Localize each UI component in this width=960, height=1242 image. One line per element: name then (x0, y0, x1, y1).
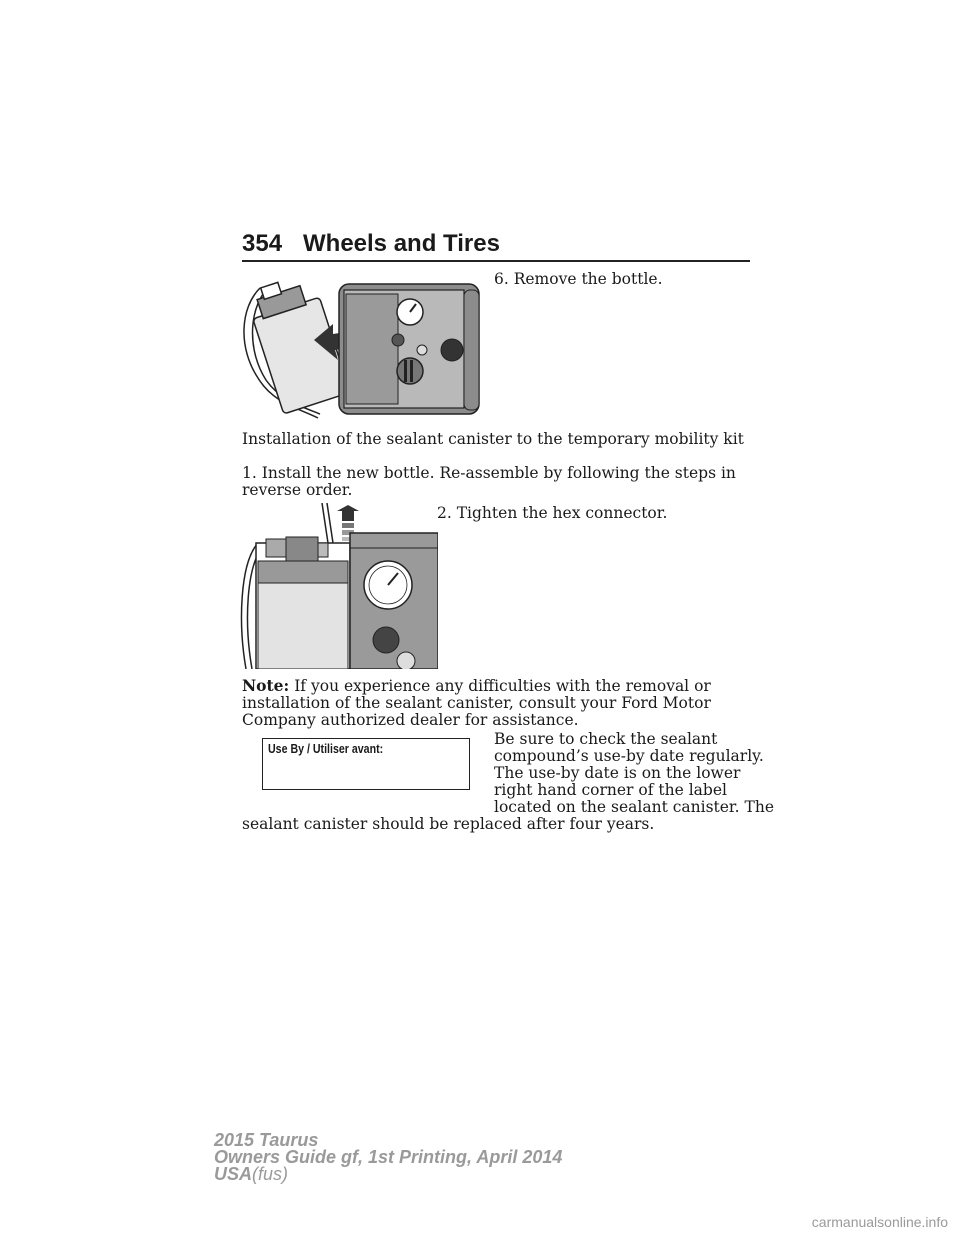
note-paragraph (242, 677, 752, 729)
step-6: 6. Remove the bottle. (494, 270, 663, 288)
installation-heading: Installation of the sealant canister to the temporary mobility kit (242, 430, 744, 448)
step-1: 1. Install the new bottle. Re-assemble by following the steps in reverse order. (242, 464, 736, 499)
footer-guide: Owners Guide gf, 1st Printing, April 2014 (214, 1147, 563, 1167)
use-by-line-1: Be sure to check the sealant (494, 730, 718, 748)
page-number: 354 (242, 230, 283, 257)
use-by-line-3: The use-by date is on the lower (494, 764, 741, 782)
use-by-line-6: sealant canister should be replaced after four years. (242, 815, 655, 833)
step-2: 2. Tighten the hex connector. (437, 504, 668, 522)
footer-market: USA (214, 1164, 253, 1184)
note-text: If you experience any difficulties with the removal or installation of the sealant canister, consult your Ford Motor Company authorized dealer for assistance. (242, 677, 711, 729)
watermark: carmanualsonline.info (811, 1214, 948, 1230)
footer-market-code: (fus) (252, 1164, 289, 1184)
use-by-label-box (262, 738, 470, 790)
use-by-line-4: right hand corner of the label (494, 781, 727, 799)
use-by-line-5: located on the sealant canister. The (494, 798, 774, 816)
hex-connector-illustration (238, 503, 438, 669)
section-title: Wheels and Tires (303, 230, 500, 257)
document-footer (214, 1132, 562, 1183)
use-by-line-2: compound’s use-by date regularly. (494, 747, 764, 765)
use-by-label-text: Use By / Utiliser avant: (268, 742, 384, 756)
remove-bottle-illustration (238, 268, 483, 423)
footer-market-line (214, 1166, 562, 1183)
footer-model: 2015 Taurus (214, 1130, 319, 1150)
header-rule (242, 260, 750, 262)
note-label: Note: (242, 676, 290, 695)
